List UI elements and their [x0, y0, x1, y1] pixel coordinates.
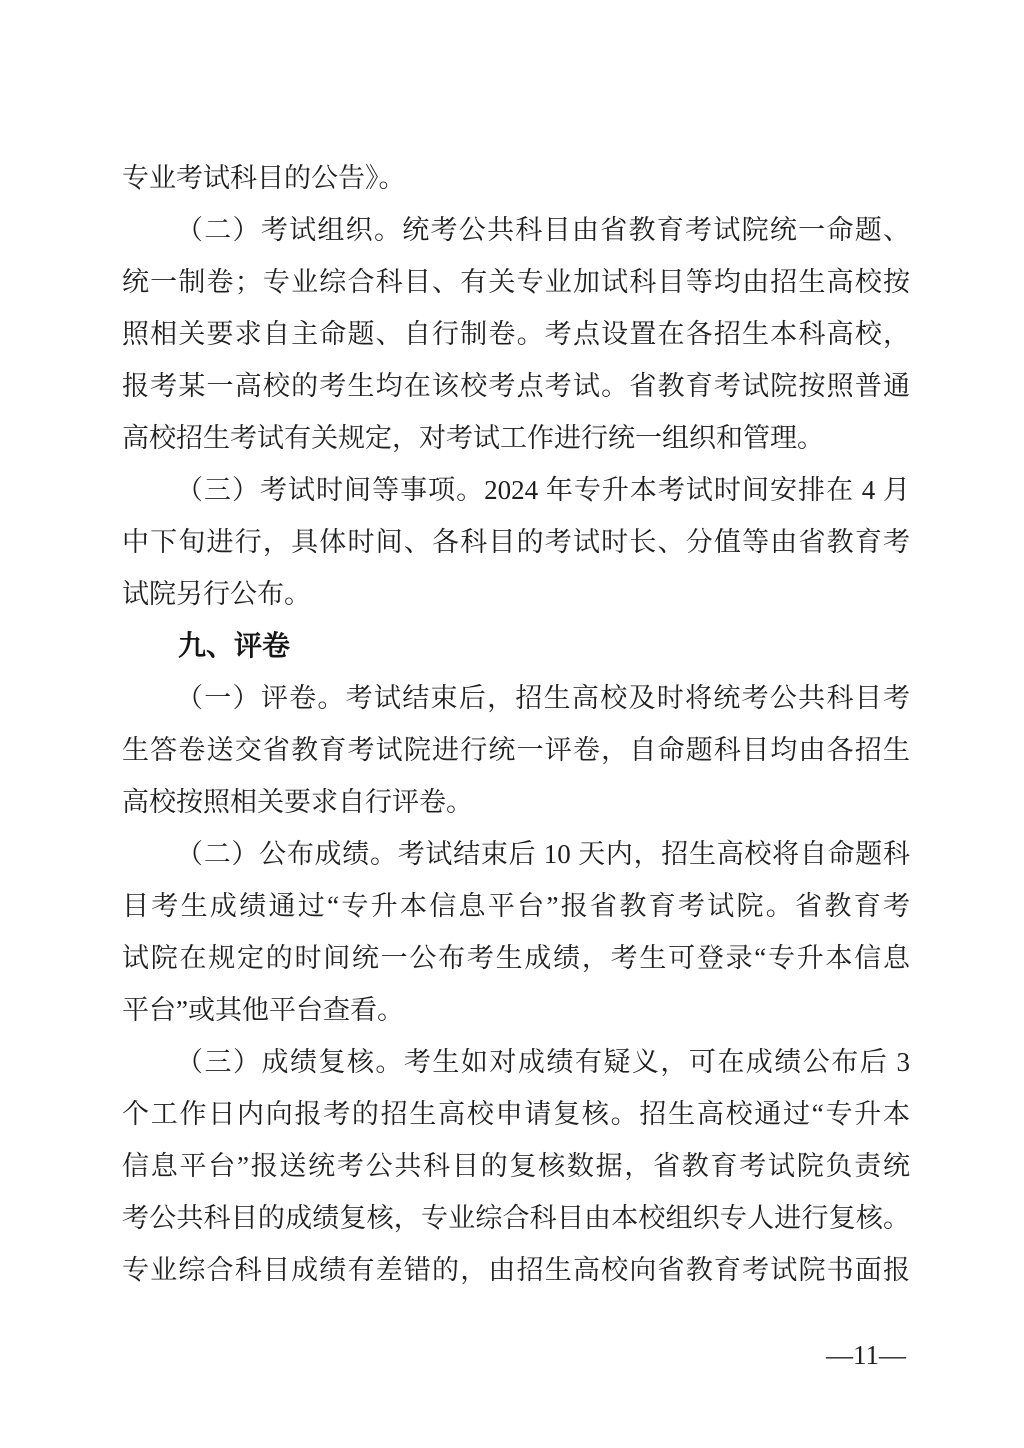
text-line: 统一制卷；专业综合科目、有关专业加试科目等均由招生高校按: [122, 267, 910, 297]
text-line: 信息平台”报送统考公共科目的复核数据，省教育考试院负责统: [122, 1151, 910, 1181]
text-line: 平台”或其他平台查看。: [122, 995, 404, 1025]
text-line: （一）评卷。考试结束后，招生高校及时将统考公共科目考: [176, 683, 910, 713]
text-line: 高校招生考试有关规定，对考试工作进行统一组织和管理。: [122, 423, 824, 453]
text-line: （三）考试时间等事项。2024 年专升本考试时间安排在 4 月: [176, 475, 910, 505]
text-line: 考公共科目的成绩复核，专业综合科目由本校组织专人进行复核。: [122, 1203, 910, 1233]
text-line: 报考某一高校的考生均在该校考点考试。省教育考试院按照普通: [122, 371, 910, 401]
section-heading: 九、评卷: [178, 630, 291, 661]
page-number: —11—: [826, 1340, 906, 1370]
text-line: 专业综合科目成绩有差错的，由招生高校向省教育考试院书面报: [122, 1255, 910, 1285]
text-line: （三）成绩复核。考生如对成绩有疑义，可在成绩公布后 3: [176, 1047, 910, 1077]
text-line: 个工作日内向报考的招生高校申请复核。招生高校通过“专升本: [122, 1099, 910, 1129]
text-line: 高校按照相关要求自行评卷。: [122, 787, 473, 817]
text-block: [122, 152, 910, 1296]
text-line: 试院另行公布。: [122, 579, 311, 609]
text-line: 试院在规定的时间统一公布考生成绩，考生可登录“专升本信息: [122, 943, 910, 973]
text-line: 中下旬进行，具体时间、各科目的考试时长、分值等由省教育考: [122, 527, 910, 557]
text-line: 生答卷送交省教育考试院进行统一评卷，自命题科目均由各招生: [122, 735, 910, 765]
text-line: 专业考试科目的公告》。: [122, 163, 406, 193]
text-line: （二）公布成绩。考试结束后 10 天内，招生高校将自命题科: [176, 839, 910, 869]
text-line: 目考生成绩通过“专升本信息平台”报省教育考试院。省教育考: [122, 891, 910, 921]
text-line: （二）考试组织。统考公共科目由省教育考试院统一命题、: [176, 215, 910, 245]
text-line: 照相关要求自主命题、自行制卷。考点设置在各招生本科高校，: [122, 319, 910, 349]
